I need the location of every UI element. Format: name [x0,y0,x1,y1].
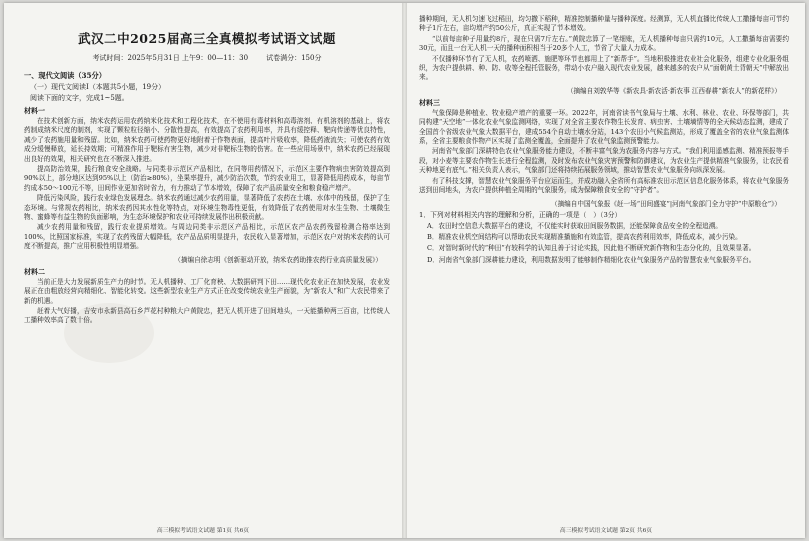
material-2-paragraph: 不仅播种环节有了无人机，农药喷洒、施肥等环节也都用上了“新帮手”。当地积极推进农业社会化服务，组建专业化服务组织，为农户提供耕、种、防、收等全程托管服务，带动小农户融入现代农业发展，越来越多的农户从“面朝黄土背朝天”中解放出来。 [419,54,789,82]
exam-spread [4,3,805,538]
instruction: 阅读下面的文字，完成1~5题。 [30,94,129,102]
question-1: 1．下列对材料相关内容的理解和分析，正确的一项是（ ）（3分） [419,210,622,219]
material-1-paragraph: 减少农药用量和残留，践行农业提质增效。与周边同类非示范区产品相比，示范区农产品农药残留检测合格率达到100%，比照国家标准，实现了农药残留大幅降低，农产品品质明显提升，农民收入显著增加，示范区农户对纳米农药的认可度不断提高，推广应用积极性明显增强。 [24,223,390,251]
exam-meta [24,53,390,63]
material-1-paragraph: 提高防治效果，践行粮食安全战略。与同类非示范区产品相比，在同等用药情况下，示范区主要作物病虫害防效提高到90%以上，部分地区达到95%以上（防治≥80%），坐果率提升，减少防治次数，节约农业用工，显著降低用药成本，每亩节约成本50～100元不等，田间作业更加省时省力，有力推动了节本增效，保障了农产品质量安全和粮食稳产增产。 [24,165,390,192]
left-page [4,3,402,538]
material-1-label: 材料一 [24,106,45,115]
right-page-footer: 高三模拟考试语文试题 第2页 共6页 [559,528,653,534]
material-3-source: （摘编自中国气象报《赶一场“田间盛宴”|河南气象部门全力守护“中原粮仓”》） [551,199,781,208]
material-2-paragraph: 赶着大气好播，吉安市永新县高石乡芦花村种粮大户黄院忠，把无人机开进了田间地头，一天能播种两三百亩，比传统人工播种效率高了数十倍。 [24,306,390,325]
material-1-paragraph: 在技术创新方面，纳米农药运用农药纳米化技术和工程化技术，在不使用有毒材料和高毒溶剂、有机溶剂的基础上，将农药制成纳米尺度的制剂，实现了颗粒粒径缩小、分散性提高，有效提高了农药利用率，并具有缓控释、靶向传递等优良特性，减少了农药施用量和残留。比如，纳米农药可使药物更好地附着于作物表面，提高叶片吸收率，降低药液流失；可使农药有效成分缓慢释放，延长持效期；可精准作用于靶标有害生物，减少对非靶标生物的伤害。在一些应用场景中，纳米农药已经展现出良好的效果，相关研究也在不断深入推进。 [24,117,390,163]
material-3-paragraph: 有了科技支撑，智慧农业气象服务平台应运而生，并成功融入全省所有高标准农田示范区信息化服务体系，将农业气象服务送到田间地头，为农户提供种植全周期的气象服务，成为保障粮食安全的“守护者”。 [419,176,789,195]
material-1-paragraph: 降低污染风险，践行农业绿色发展理念。纳米农药通过减少农药用量，显著降低了农药在土壤、水体中的残留，保护了生态环境。与常规农药相比，纳米农药因其水性化等特点，对环境生物毒性更低，有效降低了农药使用对水生生物、土壤微生物、蜜蜂等有益生物的负面影响，为生态环境保护和农业可持续发展作出积极贡献。 [24,194,390,222]
exam-title: 武汉二中2025届高三全真模拟考试语文试题 [78,31,336,46]
material-3-paragraph: 河南省气象部门深耕特色农业气象服务能力建设，不断丰富气象为农服务内容与方式。“我们利用遥感监测、精准预报等手段，对小麦等主要农作物生长进行全程监测，及时发布农业气象灾害预警和防御建议，为农业生产提供精准气象服务，让农民看天种地更有底气。”相关负责人表示，气象部门还将持续拓展服务领域，推动智慧农业气象服务向纵深发展。 [419,147,789,175]
material-2-source: （摘编自刘敦华等《新农具·新农活·新农事 江西春耕“新农人”的新花样》） [566,86,781,95]
question-1-option-a: A．农田时空信息大数据平台的建设，不仅能实时获取田间服务数据，还能保障食品安全的全程追溯。 [427,221,722,230]
material-1-source: （摘编自徐志明《创新驱动开放，纳米农药助推农药行业高质量发展》） [174,255,382,264]
subsection-heading: （一）现代文阅读I（本题共5小题，19分） [30,83,166,91]
question-1-option-c: C．对智时新时代的“种田”有较科学的认知且善于讨论实践，因此他不断研究新作物和生态分化的，且效果显著。 [427,244,756,253]
material-3-paragraph: 气象保障是种植业、牧业稳产增产的重要一环。2022年，河南省读书气象局与土壤、水利、林业、农业、环保等部门，共同构建“天空地”一体化农业气象监测网络，实现了对全省主要农作物生长发育、病虫害、土壤墒情等的全天候动态监测，建成了全国首个省级农业气象大数据平台，建成554个自动土壤水分站，143个农田小气候监测站，形成了覆盖全省的农业气象监测体系，全省主要粮食作物产区实现了监测全覆盖，全面提升了农业气象监测预警能力。 [419,108,789,146]
material-2-paragraph: “以前每亩种子用量约8斤，现在只需7斤左右。”黄院忠算了一笔细账，无人机播种每亩只需约10元，人工撒播每亩需要约30元，而且一台无人机一天的播种面积相当于20多个人工，节省了大量人力成本。 [419,34,789,53]
right-page [407,3,805,538]
section-heading: 一、现代文阅读（35分） [24,71,106,80]
exam-time: 考试时间：2025年5月31日 上午9：00—11：30 [92,54,249,62]
left-page-footer: 高三模拟考试语文试题 第1页 共6页 [156,528,250,534]
exam-score: 试卷满分：150分 [266,54,322,62]
question-1-option-d: D．河南省气象部门深耕能力建设，利用数据发明了能够制作精细化农业气象服务产品的智慧农业气象服务平台。 [427,255,756,264]
material-2-paragraph: 当前正是大力发展新质生产力的时节。无人机播种、工厂化育秧、大数据研判下田……现代化农业正在加快发展，农业发展正在由粗放经营向精细化、智能化转变。这些新型农业生产方式正在改变传统农业生产面貌，为“新农人”和广大农民带来了新的机遇。 [24,277,390,305]
material-3-label: 材料三 [419,97,440,107]
material-2-paragraph: 播种期间，无人机匀速飞过稻田，均匀撒下稻种，精准控制播种量与播种深度。经测算，无人机直播比传统人工撒播每亩可节约种子1斤左右，亩均增产约50公斤，真正实现了节本增效。 [419,15,789,33]
question-1-option-b: B．精准农业机空间结构可以帮助农民实现精准播施和有效监管，提高农药利用效率，降低成本，减少污染。 [427,232,742,241]
material-2-label: 材料二 [24,266,45,276]
